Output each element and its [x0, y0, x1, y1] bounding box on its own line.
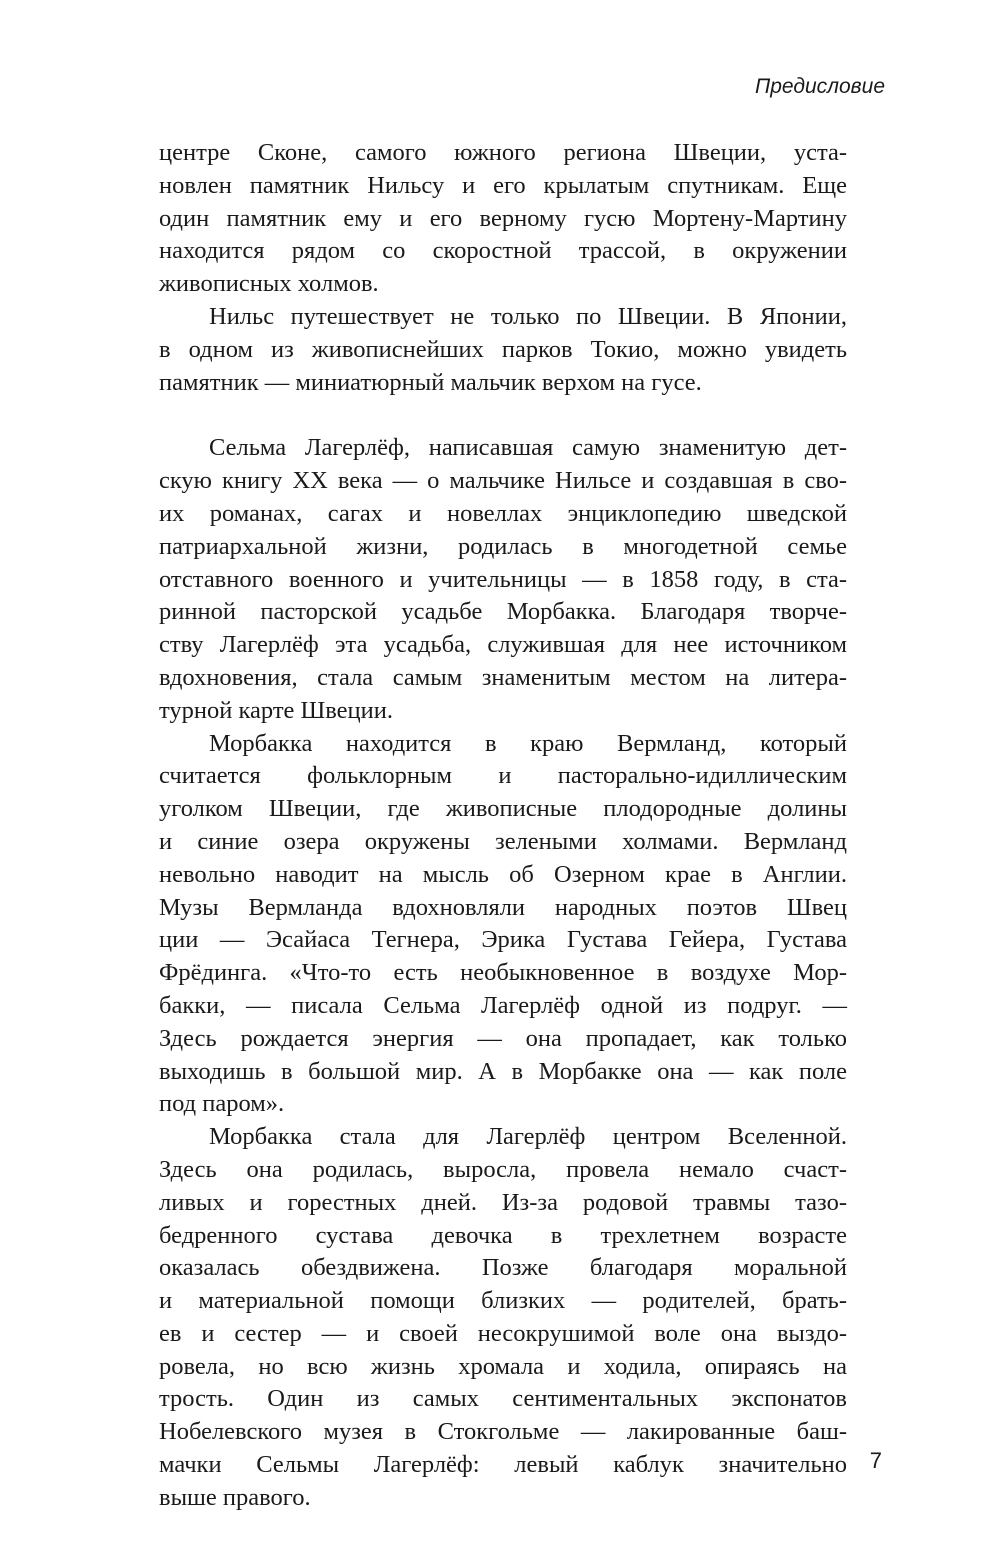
text-line: в одном из живописнейших парков Токио, можно увидеть: [159, 335, 847, 363]
page-number: 7: [869, 1448, 882, 1473]
text-line: турной карте Швеции.: [159, 696, 393, 724]
page-body: [159, 137, 847, 1515]
text-line: новлен памятник Нильсу и его крылатым спутникам. Еще: [159, 171, 847, 199]
text-line: Музы Вермланда вдохновляли народных поэтов Швец: [159, 893, 847, 921]
text-line: Нобелевского музея в Стокгольме — лакированные баш-: [159, 1418, 847, 1446]
text-line: Сельма Лагерлёф, написавшая самую знаменитую дет-: [209, 434, 847, 462]
text-line: патриархальной жизни, родилась в многодетной семье: [159, 532, 847, 560]
text-line: отставного военного и учительницы — в 1858 году, в ста-: [159, 565, 847, 593]
text-line: Морбакка стала для Лагерлёф центром Вселенной.: [209, 1123, 847, 1151]
text-line: Здесь рождается энергия — она пропадает, как только: [159, 1024, 847, 1052]
text-line: уголком Швеции, где живописные плодородные долины: [159, 795, 847, 823]
paragraph: [159, 1121, 847, 1515]
text-line: ливых и горестных дней. Из-за родовой травмы тазо-: [159, 1188, 847, 1216]
text-line: центре Сконе, самого южного региона Швеции, уста-: [159, 139, 847, 166]
text-line: памятник — миниатюрный мальчик верхом на гусе.: [159, 368, 702, 396]
text-line: выходишь в большой мир. А в Морбакке она — как поле: [159, 1057, 847, 1085]
text-line: ринной пасторской усадьбе Морбакка. Благодаря творче-: [159, 598, 847, 626]
paragraph: [159, 137, 847, 301]
running-title: Предисловие: [755, 75, 885, 98]
text-line: находится рядом со скоростной трассой, в окружении: [159, 237, 847, 265]
paragraph: [159, 301, 847, 399]
text-line: трость. Один из самых сентиментальных экспонатов: [159, 1385, 847, 1413]
text-line: оказалась обездвижена. Позже благодаря моральной: [159, 1254, 847, 1282]
text-line: и материальной помощи близких — родителей, брать-: [159, 1287, 847, 1315]
text-line: ству Лагерлёф эта усадьба, служившая для нее источником: [159, 631, 847, 659]
text-line: скую книгу XX века — о мальчике Нильсе и создавшая в сво-: [159, 467, 847, 495]
text-line: ровела, но всю жизнь хромала и ходила, опираясь на: [159, 1352, 847, 1380]
text-line: считается фольклорным и пасторально-идиллическим: [159, 762, 847, 790]
text-line: ции — Эсайаса Тегнера, Эрика Густава Гейера, Густава: [159, 926, 847, 954]
text-line: Нильс путешествует не только по Швеции. В Японии,: [209, 302, 847, 330]
text-line: живописных холмов.: [159, 270, 379, 298]
text-line: бакки, — писала Сельма Лагерлёф одной из подруг. —: [159, 991, 847, 1019]
text-line: под паром».: [159, 1090, 285, 1118]
text-line: один памятник ему и его верному гусю Мортену-Мартину: [159, 204, 847, 232]
text-line: невольно наводит на мысль об Озерном крае в Англии.: [159, 860, 847, 888]
text-line: Морбакка находится в краю Вермланд, который: [209, 729, 847, 757]
text-line: мачки Сельмы Лагерлёф: левый каблук значительно: [159, 1451, 847, 1479]
text-line: ев и сестер — и своей несокрушимой воле она выздо-: [159, 1319, 847, 1347]
text-line: и синие озера окружены зелеными холмами. Вермланд: [159, 827, 847, 855]
text-line: выше правого.: [159, 1483, 311, 1511]
text-line: Фрёдинга. «Что-то есть необыкновенное в воздухе Мор-: [159, 959, 847, 987]
paragraph: [159, 728, 847, 1122]
text-line: вдохновения, стала самым знаменитым местом на литера-: [159, 663, 847, 691]
text-line: их романах, сагах и новеллах энциклопедию шведской: [159, 499, 847, 527]
text-line: Здесь она родилась, выросла, провела немало счаст-: [159, 1155, 847, 1183]
paragraph: [159, 432, 847, 727]
text-line: бедренного сустава девочка в трехлетнем возрасте: [159, 1221, 847, 1249]
section-break: [159, 399, 847, 432]
